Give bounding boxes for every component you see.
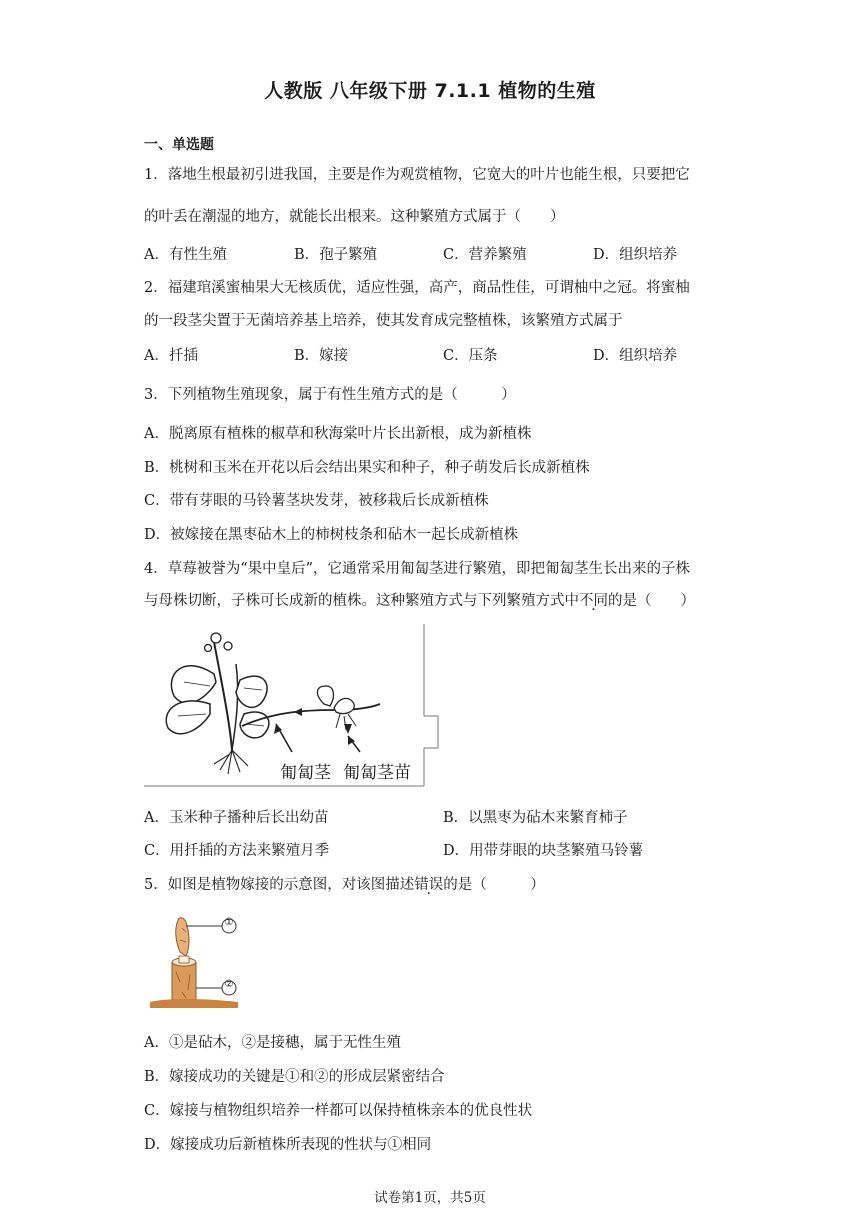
scion-marker: ①	[224, 917, 234, 928]
q3-stem: 3．下列植物生殖现象，属于有性生殖方式的是（ ）	[144, 387, 516, 403]
q2-option-b[interactable]: B．嫁接	[294, 348, 349, 364]
runner-label: 匍匐茎	[280, 763, 331, 783]
q5-option-a[interactable]: A．①是砧木，②是接穗，属于无性生殖	[144, 1035, 401, 1051]
section-heading: 一、单选题	[144, 137, 214, 153]
q1-option-b[interactable]: B．孢子繁殖	[294, 247, 378, 263]
q3-option-c[interactable]: C．带有芽眼的马铃薯茎块发芽，被移栽后长成新植株	[144, 493, 489, 509]
q5-stem-text-pre: 5．如图是植物嫁接的示意图，对该图描述	[144, 877, 415, 893]
q4-option-a[interactable]: A．玉米种子播种后长出幼苗	[144, 810, 329, 826]
strawberry-runner-figure	[144, 624, 442, 788]
runner-seedling-label: 匍匐茎苗	[343, 763, 411, 783]
q4-option-c[interactable]: C．用扦插的方法来繁殖月季	[144, 843, 330, 859]
q5-emphasis-text: 错误	[414, 877, 444, 893]
q2-stem-line1: 2．福建琯溪蜜柚果大无核质优，适应性强，高产，商品性佳，可谓柚中之冠。将蜜柚	[144, 280, 690, 296]
q2-stem-line2: 的一段茎尖置于无菌培养基上培养，使其发育成完整植株，该繁殖方式属于	[144, 313, 623, 329]
q3-option-a[interactable]: A．脱离原有植株的椒草和秋海棠叶片长出新根，成为新植株	[144, 426, 532, 442]
grafting-figure	[146, 912, 242, 1012]
q5-option-d[interactable]: D．嫁接成功后新植株所表现的性状与①相同	[144, 1137, 432, 1153]
q2-option-c[interactable]: C．压条	[443, 348, 498, 364]
q2-option-a[interactable]: A．扦插	[144, 348, 198, 364]
q5-option-c[interactable]: C．嫁接与植物组织培养一样都可以保持植株亲本的优良性状	[144, 1103, 533, 1119]
q4-stem-line1: 4．草莓被誉为“果中皇后”，它通常采用匍匐茎进行繁殖，即把匍匐茎生长出来的子株	[144, 561, 691, 577]
q5-stem	[144, 873, 545, 894]
q1-stem-line2: 的叶丢在潮湿的地方，就能长出根来。这种繁殖方式属于（ ）	[144, 209, 565, 225]
q4-stem-text-post: 的是（ ）	[608, 593, 695, 609]
page-footer: 试卷第1页，共5页	[374, 1190, 486, 1206]
q2-option-d[interactable]: D．组织培养	[593, 348, 678, 364]
q4-option-d[interactable]: D．用带芽眼的块茎繁殖马铃薯	[443, 843, 644, 859]
q3-option-d[interactable]: D．被嫁接在黑枣砧木上的柿树枝条和砧木一起长成新植株	[144, 527, 519, 543]
q5-option-b[interactable]: B．嫁接成功的关键是①和②的形成层紧密结合	[144, 1069, 445, 1085]
q4-option-b[interactable]: B．以黑枣为砧木来繁育柿子	[443, 810, 628, 826]
q3-option-b[interactable]: B．桃树和玉米在开花以后会结出果实和种子，种子萌发后长成新植株	[144, 460, 590, 476]
q1-option-c[interactable]: C．营养繁殖	[443, 247, 527, 263]
page-title: 人教版 八年级下册 7.1.1 植物的生殖	[264, 80, 596, 102]
q1-stem-line1: 1．落地生根最初引进我国，主要是作为观赏植物，它宽大的叶片也能生根，只要把它	[144, 167, 690, 183]
q1-option-d[interactable]: D．组织培养	[593, 247, 678, 263]
q4-emphasis-text: 不同	[579, 593, 608, 609]
stock-marker: ②	[224, 979, 234, 990]
q4-stem-text-pre: 与母株切断，子株可长成新的植株。这种繁殖方式与下列繁殖方式中	[144, 593, 579, 609]
q4-stem-line2	[144, 589, 695, 610]
q5-stem-text-post: 的是（ ）	[443, 877, 545, 893]
q1-option-a[interactable]: A．有性生殖	[144, 247, 227, 263]
